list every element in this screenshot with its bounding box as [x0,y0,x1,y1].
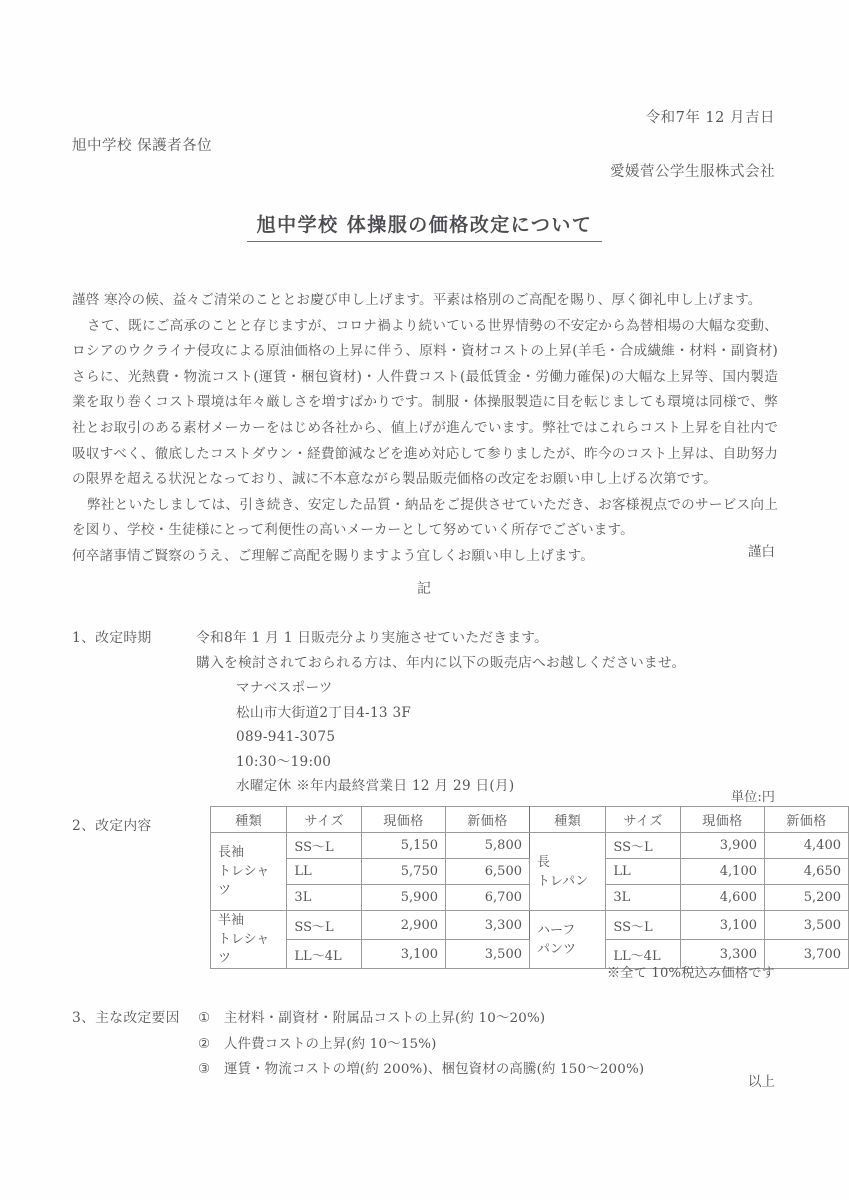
price-table-body [211,807,849,969]
document-title-wrap [0,210,849,242]
price-old-right: 3,900 [681,833,765,859]
unit-note: 単位:円 [730,790,775,805]
price-size-left: SS〜L [287,833,362,859]
price-new-left: 6,700 [446,885,530,911]
price-table-header-right-0: 種類 [529,807,605,833]
price-old-right: 3,300 [681,940,765,969]
price-old-left: 2,900 [362,911,446,940]
price-old-left: 5,150 [362,833,446,859]
price-new-right: 3,500 [764,911,848,940]
price-kind-cell-right: 長 トレパン [529,833,605,911]
store-phone: 089-941-3075 [236,729,336,746]
price-table-header-right-3: 新価格 [764,807,848,833]
section1-line-2: 購入を検討されておられる方は、年内に以下の販売店へお越しくださいませ。 [196,655,686,671]
price-table-header-left-2: 現価格 [362,807,446,833]
price-old-left: 3,100 [362,940,446,969]
ki-marker: 記 [417,581,432,597]
section3-body [198,1006,798,1083]
price-table [210,806,849,969]
price-size-left: SS〜L [287,911,362,940]
price-new-left: 3,500 [446,940,530,969]
price-size-right: SS〜L [606,911,681,940]
price-kind-cell-left: 半袖 トレシャツ [211,911,287,969]
price-new-right: 4,400 [764,833,848,859]
document-date: 令和7年 12 月吉日 [645,110,775,126]
store-address: 松山市大街道2丁目4-13 3F [236,704,412,721]
store-holiday: 水曜定休 ※年内最終営業日 12 月 29 日(月) [236,778,515,795]
reason-item-2 [198,1032,798,1058]
reason-text-2: 人件費コストの上昇(約 10〜15%) [224,1036,437,1052]
body-paragraph-4: 何卒諸事情ご賢察のうえ、ご理解ご高配を賜りますよう宜しくお願い申し上げます。 [72,547,594,564]
table-row [211,833,849,859]
price-new-left: 6,500 [446,859,530,885]
price-table-header-left-0: 種類 [211,807,287,833]
price-old-right: 4,600 [681,885,765,911]
reason-number-1: ① [198,1011,211,1026]
price-old-right: 3,100 [681,911,765,940]
price-size-left: LL [287,859,362,885]
section1-body [196,626,776,676]
final-marker: 以上 [747,1074,775,1090]
price-table-header-row [211,807,849,833]
price-size-right: LL [606,859,681,885]
tax-note: ※全て 10%税込み価格です [606,966,775,981]
reason-text-3: 運賃・物流コストの増(約 200%)、梱包資材の高騰(約 150〜200%) [224,1062,645,1078]
closing-salutation: 謹白 [747,544,775,560]
table-row [211,911,849,940]
section1-line-1: 令和8年 1 月 1 日販売分より実施させていただきます。 [196,630,549,646]
price-size-left: 3L [287,885,362,911]
document-title: 旭中学校 体操服の価格改定について [247,210,603,242]
section3-label: 3、主な改定要因 [72,1010,180,1026]
reason-item-3 [198,1057,798,1083]
price-table-header-right-1: サイズ [606,807,681,833]
section1-label: 1、改定時期 [72,630,152,646]
price-new-right: 5,200 [764,885,848,911]
price-old-right: 4,100 [681,859,765,885]
body-text [72,288,778,570]
price-table-header-left-1: サイズ [287,807,362,833]
body-paragraph-2: さて、既にご高承のことと存じますが、コロナ禍より続いている世界情勢の不安定から為替相場の大幅な変動、ロシアのウクライナ侵攻による原油価格の上昇に伴う、原料・資材コストの上昇(羊毛・合成繊維・材料・副資材)さらに、光熱費・物流コスト(運賃・梱包資材)・人件費コスト(最低賃金・労働力確保)の大幅な上昇等、国内製造業を取り巻くコスト環境は年々厳しさを増すばかりです。制服・体操服製造に目を転じましても環境は同様で、弊社とお取引のある素材メーカーをはじめ各社から、値上げが進んでいます。弊社ではこれらコスト上昇を自社内で吸収すべく、徹底したコストダウン・経費節減などを進め対応して参りましたが、昨今のコスト上昇は、自助努力の限界を超える状況となっており、誠に不本意ながら製品販売価格の改定をお願い申し上げる次第です。 [72,317,778,488]
price-size-right: LL〜4L [606,940,681,969]
price-size-left: LL〜4L [287,940,362,969]
reason-text-1: 主材料・副資材・附属品コストの上昇(約 10〜20%) [224,1011,546,1026]
body-paragraph-1: 謹啓 寒冷の候、益々ご清栄のこととお慶び申し上げます。平素は格別のご高配を賜り、厚く御礼申し上げます。 [72,292,762,308]
store-hours: 10:30〜19:00 [236,753,332,770]
store-info [236,676,515,799]
store-name: マナベスポーツ [236,680,333,696]
price-old-left: 5,900 [362,885,446,911]
price-kind-cell-left: 長袖 トレシャツ [211,833,287,911]
price-new-right: 3,700 [764,940,848,969]
price-kind-cell-right: ハーフ パンツ [529,911,605,969]
reason-number-3: ③ [198,1062,211,1078]
price-table-header-right-2: 現価格 [681,807,765,833]
price-new-right: 4,650 [764,859,848,885]
reason-number-2: ② [198,1036,211,1052]
price-new-left: 3,300 [446,911,530,940]
price-table-header-left-3: 新価格 [446,807,530,833]
price-table-wrap [210,806,849,969]
sender-company: 愛媛菅公学生服株式会社 [610,164,775,180]
recipient-line: 旭中学校 保護者各位 [72,138,213,154]
price-old-left: 5,750 [362,859,446,885]
body-paragraph-3: 弊社といたしましては、引き続き、安定した品質・納品をご提供させていただき、お客様視点でのサービス向上を図り、学校・生徒様にとって利便性の高いメーカーとして努めていく所存でございます。 [72,496,778,539]
price-size-right: 3L [606,885,681,911]
price-new-left: 5,800 [446,833,530,859]
section2-label: 2、改定内容 [72,818,152,834]
price-size-right: SS〜L [606,833,681,859]
reason-item-1 [198,1006,798,1032]
